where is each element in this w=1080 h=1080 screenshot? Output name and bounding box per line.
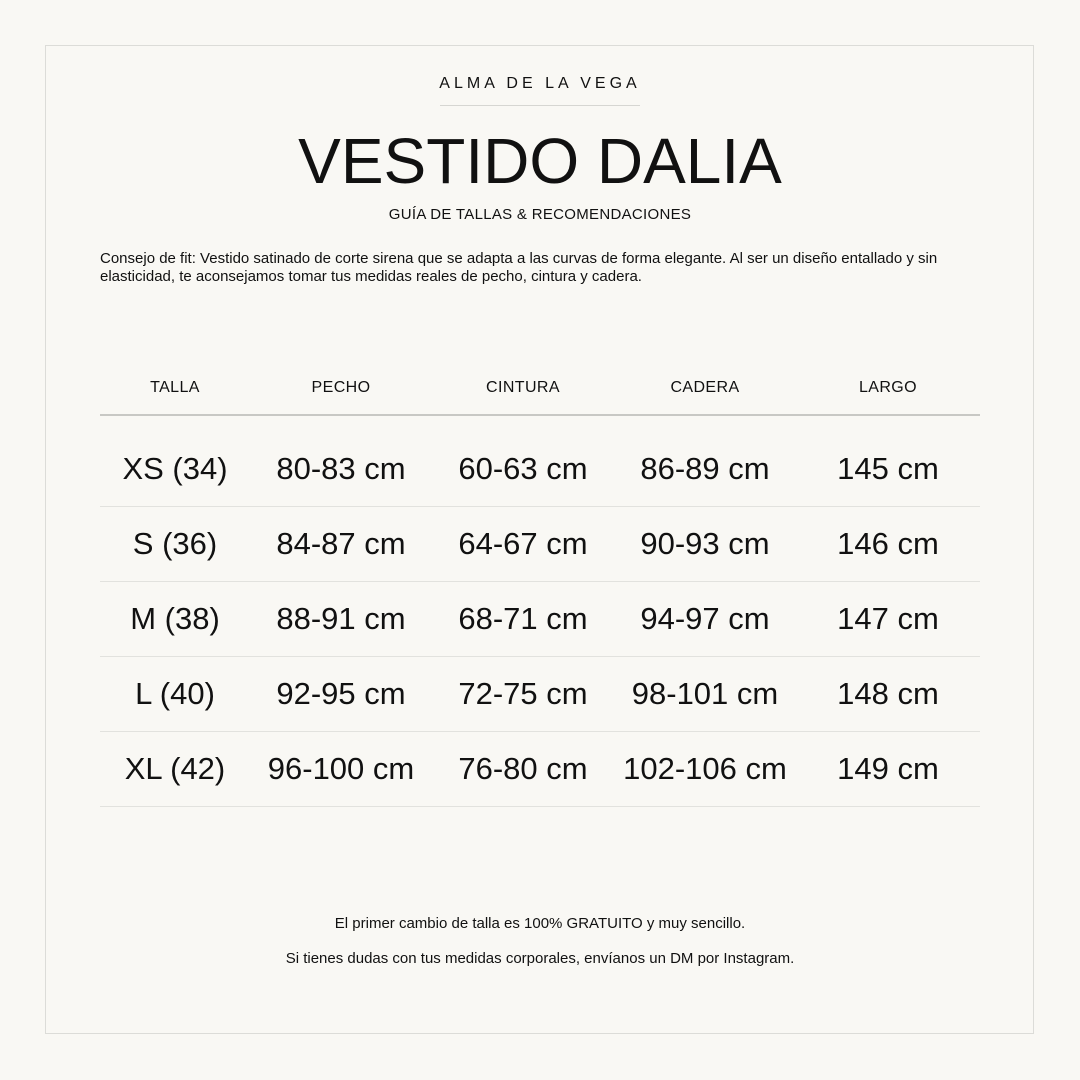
footer-exchange-note: El primer cambio de talla es 100% GRATUITO y muy sencillo. [334, 915, 746, 932]
cell-pecho: 84-87 cm [250, 507, 432, 582]
header-cintura: CINTURA [432, 362, 614, 415]
cell-pecho: 96-100 cm [250, 732, 432, 807]
cell-talla: XS (34) [100, 432, 250, 507]
page-title: VESTIDO DALIA [298, 125, 782, 197]
size-chart-table [100, 362, 980, 807]
cell-cadera: 86-89 cm [614, 432, 796, 507]
cell-largo: 148 cm [796, 657, 980, 732]
cell-pecho: 80-83 cm [250, 432, 432, 507]
cell-talla: L (40) [100, 657, 250, 732]
cell-pecho: 92-95 cm [250, 657, 432, 732]
cell-cintura: 72-75 cm [432, 657, 614, 732]
cell-cadera: 90-93 cm [614, 507, 796, 582]
header-pecho: PECHO [250, 362, 432, 415]
cell-largo: 146 cm [796, 507, 980, 582]
cell-largo: 147 cm [796, 582, 980, 657]
table-row [100, 507, 980, 582]
cell-pecho: 88-91 cm [250, 582, 432, 657]
cell-cadera: 98-101 cm [614, 657, 796, 732]
cell-cintura: 76-80 cm [432, 732, 614, 807]
brand-divider [440, 105, 640, 106]
table-row [100, 432, 980, 507]
cell-cintura: 64-67 cm [432, 507, 614, 582]
fit-advice: Consejo de fit: Vestido satinado de corte sirena que se adapta a las curvas de forma elegante. Al ser un diseño entallado y sin elasticidad, te aconsejamos tomar tus medidas reales de pecho, cintura y cadera. [100, 250, 938, 285]
cell-cintura: 60-63 cm [432, 432, 614, 507]
cell-talla: XL (42) [100, 732, 250, 807]
table-header-row [100, 362, 980, 415]
cell-talla: S (36) [100, 507, 250, 582]
table-row [100, 732, 980, 807]
brand-name: ALMA DE LA VEGA [439, 75, 641, 92]
header-talla: TALLA [100, 362, 250, 415]
cell-cadera: 94-97 cm [614, 582, 796, 657]
cell-cadera: 102-106 cm [614, 732, 796, 807]
footer-contact-note: Si tienes dudas con tus medidas corporales, envíanos un DM por Instagram. [285, 950, 795, 967]
header-cadera: CADERA [614, 362, 796, 415]
table-row [100, 582, 980, 657]
cell-largo: 149 cm [796, 732, 980, 807]
cell-largo: 145 cm [796, 432, 980, 507]
table-spacer [100, 415, 980, 432]
cell-cintura: 68-71 cm [432, 582, 614, 657]
header-largo: LARGO [796, 362, 980, 415]
page-subtitle: GUÍA DE TALLAS & RECOMENDACIONES [388, 206, 692, 223]
cell-talla: M (38) [100, 582, 250, 657]
table-row [100, 657, 980, 732]
